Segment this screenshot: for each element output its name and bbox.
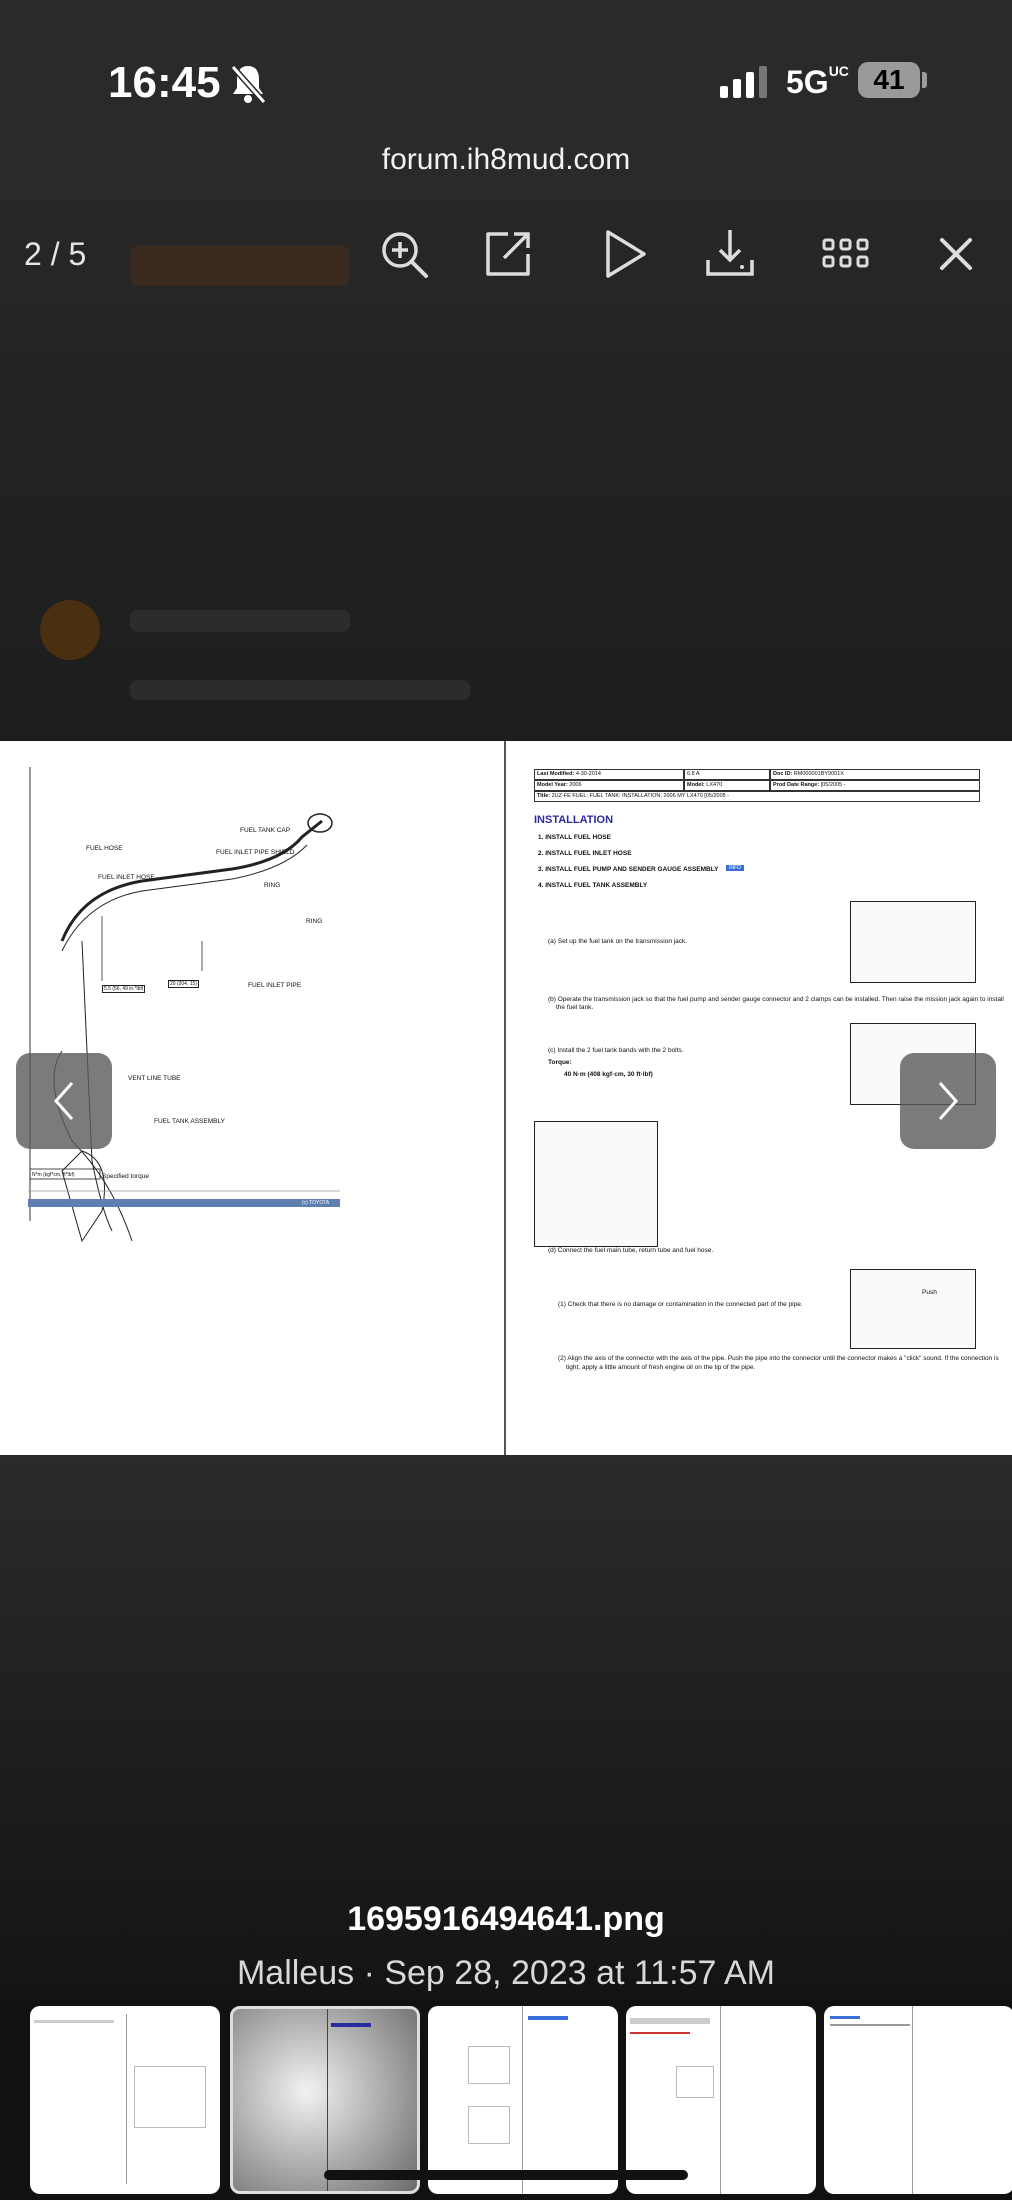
download-icon[interactable] bbox=[702, 226, 758, 282]
push-label: Push bbox=[922, 1289, 937, 1296]
network-superscript: UC bbox=[828, 63, 849, 79]
battery-indicator: 41 bbox=[858, 62, 920, 98]
torque-box: 5.5 (56, 49 in.*lbf) bbox=[104, 986, 144, 992]
thumbnail-2-selected[interactable] bbox=[230, 2006, 420, 2194]
diagram-label: VENT LINE TUBE bbox=[128, 1075, 181, 1082]
section-heading: INSTALLATION bbox=[534, 814, 614, 826]
diagram-label: FUEL TANK ASSEMBLY bbox=[154, 1118, 225, 1125]
install-step: 2. INSTALL FUEL INLET HOSE bbox=[538, 850, 632, 857]
blurred-element bbox=[130, 246, 350, 286]
diagram-label: Specified torque bbox=[102, 1173, 149, 1180]
battery-tip bbox=[922, 72, 927, 88]
share-icon[interactable] bbox=[480, 226, 536, 282]
instruction-text: (d) Connect the fuel main tube, return tube and fuel hose. bbox=[548, 1247, 714, 1254]
thumbnail-3[interactable] bbox=[428, 2006, 618, 2194]
blurred-background bbox=[0, 310, 1012, 740]
page-footer: (c) TOYOTA bbox=[302, 1200, 330, 1206]
thumbnail-1[interactable] bbox=[30, 2006, 220, 2194]
instruction-text: the fuel tank. bbox=[556, 1004, 594, 1011]
install-step: 1. INSTALL FUEL HOSE bbox=[538, 834, 611, 841]
info-badge[interactable]: INFO bbox=[726, 865, 744, 871]
zoom-in-icon[interactable] bbox=[376, 226, 432, 282]
diagram-label: RING bbox=[306, 918, 323, 925]
meta-cell: Model: LX470 bbox=[684, 780, 770, 791]
image-meta: Malleus · Sep 28, 2023 at 11:57 AM bbox=[236, 1954, 776, 1992]
fuel-hose-diagram bbox=[534, 1121, 658, 1247]
close-icon[interactable] bbox=[928, 226, 984, 282]
thumbnail-4[interactable] bbox=[626, 2006, 816, 2194]
meta-cell: Prod Date Range: [05/2005 - bbox=[770, 780, 980, 791]
cellular-signal-icon bbox=[720, 66, 772, 98]
chevron-right-icon bbox=[900, 1053, 996, 1149]
blurred-avatar bbox=[40, 600, 100, 660]
play-icon[interactable] bbox=[596, 226, 652, 282]
instruction-text: (c) Install the 2 fuel tank bands with the 2 bolts. bbox=[548, 1047, 684, 1054]
image-counter: 2 / 5 bbox=[24, 236, 87, 272]
tank-jack-diagram bbox=[850, 901, 976, 983]
connector-push-diagram bbox=[850, 1269, 976, 1349]
torque-legend: N*m (kgf*cm, ft*lbf) bbox=[32, 1172, 75, 1178]
status-time: 16:45 bbox=[108, 58, 221, 107]
chevron-left-icon bbox=[16, 1053, 112, 1149]
diagram-label: FUEL INLET PIPE SHIELD bbox=[216, 849, 295, 856]
diagram-label: RING bbox=[264, 882, 281, 889]
network-type: 5GUC bbox=[786, 63, 849, 100]
image-filename: 1695916494641.png bbox=[347, 1900, 665, 1938]
previous-image-button[interactable] bbox=[16, 1053, 112, 1149]
grid-icon[interactable] bbox=[818, 226, 874, 282]
diagram-label: FUEL INLET PIPE bbox=[248, 982, 302, 989]
diagram-label: FUEL HOSE bbox=[86, 845, 123, 852]
instruction-text: (1) Check that there is no damage or contamination in the connected part of the pipe. bbox=[558, 1301, 803, 1308]
home-indicator bbox=[324, 2170, 688, 2180]
meta-cell: Model Year: 2006 bbox=[534, 780, 684, 791]
instruction-text: (b) Operate the transmission jack so that the fuel pump and sender gauge connector and 2 clamps can be installed. Then raise the mission jack again to install bbox=[548, 996, 1004, 1003]
instruction-text: (a) Set up the fuel tank on the transmission jack. bbox=[548, 938, 688, 945]
image-viewer[interactable] bbox=[0, 741, 1012, 1455]
silent-bell-icon bbox=[228, 62, 268, 106]
instruction-text: (2) Align the axis of the connector with the axis of the pipe. Push the pipe into the connector until the connector makes a "click" sound. If the connection is bbox=[558, 1355, 999, 1362]
meta-cell: 6.8 A bbox=[684, 769, 770, 780]
install-step: 4. INSTALL FUEL TANK ASSEMBLY bbox=[538, 882, 648, 889]
next-image-button[interactable] bbox=[900, 1053, 996, 1149]
meta-cell: Doc ID: RM000001BY9001X bbox=[770, 769, 980, 780]
meta-cell: Title: 2UZ-FE FUEL: FUEL TANK: INSTALLATION; 2006 MY LX470 [05/2005 - bbox=[534, 791, 980, 802]
torque-box: 20 (204, 15) bbox=[170, 981, 197, 987]
meta-cell: Last Modified: 4-30-2014 bbox=[534, 769, 684, 780]
torque-label: Torque: bbox=[548, 1059, 572, 1066]
instruction-text: tight, apply a little amount of fresh engine oil on the tip of the pipe. bbox=[566, 1364, 756, 1371]
diagram-label: FUEL INLET HOSE bbox=[98, 874, 155, 881]
thumbnail-5[interactable] bbox=[824, 2006, 1012, 2194]
diagram-label: FUEL TANK CAP bbox=[240, 827, 291, 834]
blurred-element bbox=[130, 610, 350, 632]
browser-url[interactable]: forum.ih8mud.com bbox=[381, 143, 631, 176]
blurred-element bbox=[130, 680, 470, 700]
install-step: 3. INSTALL FUEL PUMP AND SENDER GAUGE ASSEMBLY bbox=[538, 866, 719, 873]
torque-value: 40 N·m (408 kgf·cm, 30 ft·lbf) bbox=[564, 1071, 653, 1078]
